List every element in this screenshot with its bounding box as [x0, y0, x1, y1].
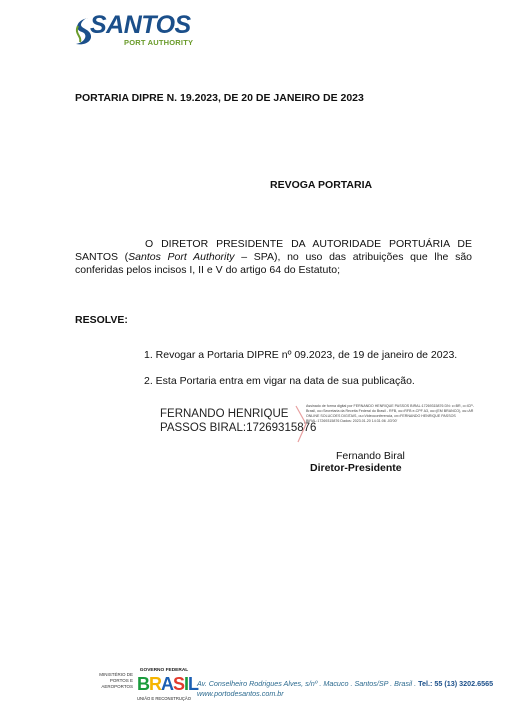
gov-letter: I	[184, 674, 189, 694]
ministry-line1: MINISTÉRIO DE	[99, 672, 133, 677]
digital-signature-name-line2: PASSOS BIRAL:17269315876	[160, 422, 317, 434]
footer-website-link[interactable]: www.portodesantos.com.br	[197, 689, 284, 698]
ministry-label	[89, 672, 133, 690]
governo-federal-logo	[137, 668, 199, 704]
preamble-part2: – SPA), no uso das atribuições que lhe são conferidas pelos incisos I, II e V do artigo 64 do Estatuto;	[75, 251, 472, 276]
santos-logo	[72, 11, 202, 48]
gov-letter: S	[173, 674, 185, 694]
signer-name: Fernando Biral	[336, 450, 405, 462]
gov-brasil-word	[137, 674, 199, 694]
gov-letter: R	[149, 674, 161, 694]
ministry-line2: PORTOS E AEROPORTOS	[101, 678, 133, 689]
gov-letter: B	[137, 674, 149, 694]
gov-bottom-text: UNIÃO E RECONSTRUÇÃO	[137, 696, 191, 701]
preamble-paragraph	[75, 238, 472, 277]
preamble-part1: O DIRETOR PRESIDENTE DA AUTORIDADE PORTUÁRIA DE SANTOS (	[75, 238, 472, 263]
gov-letter: A	[161, 674, 173, 694]
footer-address-text: Av. Conselheiro Rodrigues Alves, s/nº . Macuco . Santos/SP . Brasil .	[197, 679, 419, 688]
resolution-item-2: 2. Esta Portaria entra em vigar na data de sua publicação.	[144, 375, 415, 387]
digital-signature-name-line1: FERNANDO HENRIQUE	[160, 408, 289, 420]
gov-letter: L	[188, 674, 199, 694]
gov-top-text: GOVERNO FEDERAL	[139, 668, 189, 673]
signer-role: Diretor-Presidente	[310, 462, 402, 474]
footer-phone: Tel.: 55 (13) 3202.6565	[418, 679, 494, 688]
logo-subtext: PORT AUTHORITY	[124, 38, 194, 47]
resolve-label: RESOLVE:	[75, 314, 128, 326]
digital-signature-stamp: Assinado de forma digital por FERNANDO HENRIQUE PASSOS BIRAL:17269315876 DN: c=BR, o=ICP-Brasil, ou=Secretaria da Receita Federal do Brasil - RFB, ou=RFB e-CPF A3, ou=(EM BRANCO), ou=AR ONLINE SOLUCOES DIGITAIS, ou=Videoconferencia, cn=FERNANDO HENRIQUE PASSOS BIRAL:17269315876 Dados: 2023.01.20 14:31:06 -03'00'	[306, 404, 474, 423]
document-subject: REVOGA PORTARIA	[270, 179, 373, 191]
document-title: PORTARIA DIPRE N. 19.2023, DE 20 DE JANEIRO DE 2023	[75, 92, 364, 104]
footer-address	[197, 679, 493, 688]
preamble-italic: Santos Port Authority	[128, 251, 235, 263]
logo-text: SANTOS	[90, 11, 191, 39]
resolution-item-1: 1. Revogar a Portaria DIPRE nº 09.2023, de 19 de janeiro de 2023.	[144, 349, 458, 361]
